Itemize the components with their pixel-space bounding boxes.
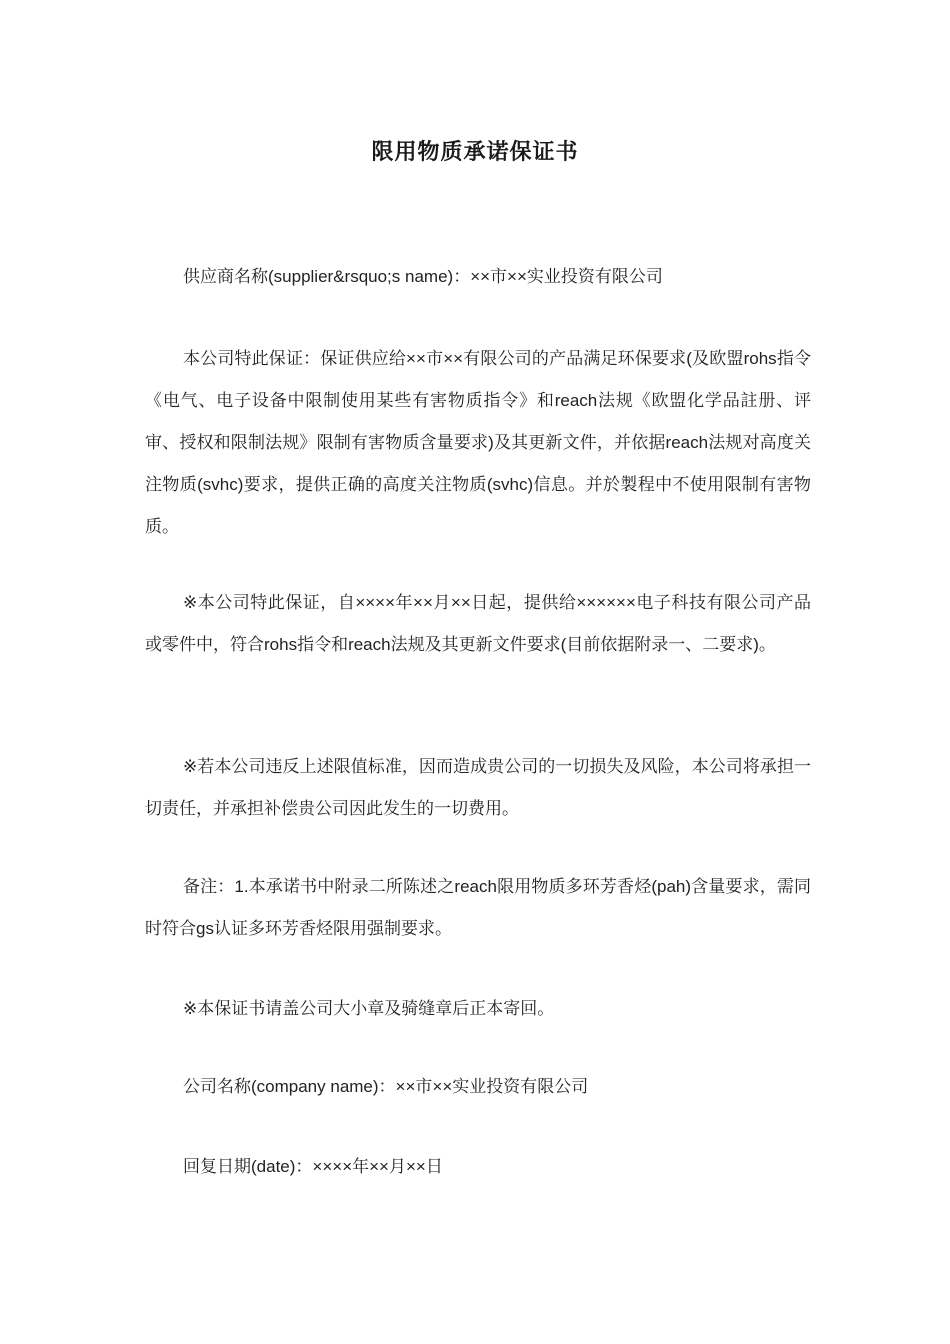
remark-paragraph: 备注：1.本承诺书中附录二所陈述之reach限用物质多环芳香烃(pah)含量要求，需同时符合gs认证多环芳香烃限用强制要求。 xyxy=(145,877,811,938)
date-commitment-paragraph: ※本公司特此保证，自××××年××月××日起，提供给××××××电子科技有限公司产品或零件中，符合rohs指令和reach法规及其更新文件要求(目前依据附录一、二要求)。 xyxy=(145,593,811,654)
reply-date-paragraph: 回复日期(date)：××××年××月××日 xyxy=(183,1157,443,1176)
document-title: 限用物质承诺保证书 xyxy=(371,139,579,165)
supplier-name-paragraph: 供应商名称(supplier&rsquo;s name)：××市××实业投资有限公司 xyxy=(183,267,663,286)
violation-liability-paragraph: ※若本公司违反上述限值标准，因而造成贵公司的一切损失及风险，本公司将承担一切责任，并承担补偿贵公司因此发生的一切费用。 xyxy=(145,757,811,818)
guarantee-paragraph: 本公司特此保证：保证供应给××市××有限公司的产品满足环保要求(及欧盟rohs指令《电气、电子设备中限制使用某些有害物质指令》和reach法规《欧盟化学品註册、评审、授权和限制法规》限制有害物质含量要求)及其更新文件，并依据reach法规对高度关注物质(svhc)要求，提供正确的高度关注物质(svhc)信息。并於製程中不使用限制有害物质。 xyxy=(145,349,811,536)
seal-instruction-paragraph: ※本保证书请盖公司大小章及骑缝章后正本寄回。 xyxy=(183,999,555,1018)
company-name-paragraph: 公司名称(company name)：××市××实业投资有限公司 xyxy=(183,1077,589,1096)
